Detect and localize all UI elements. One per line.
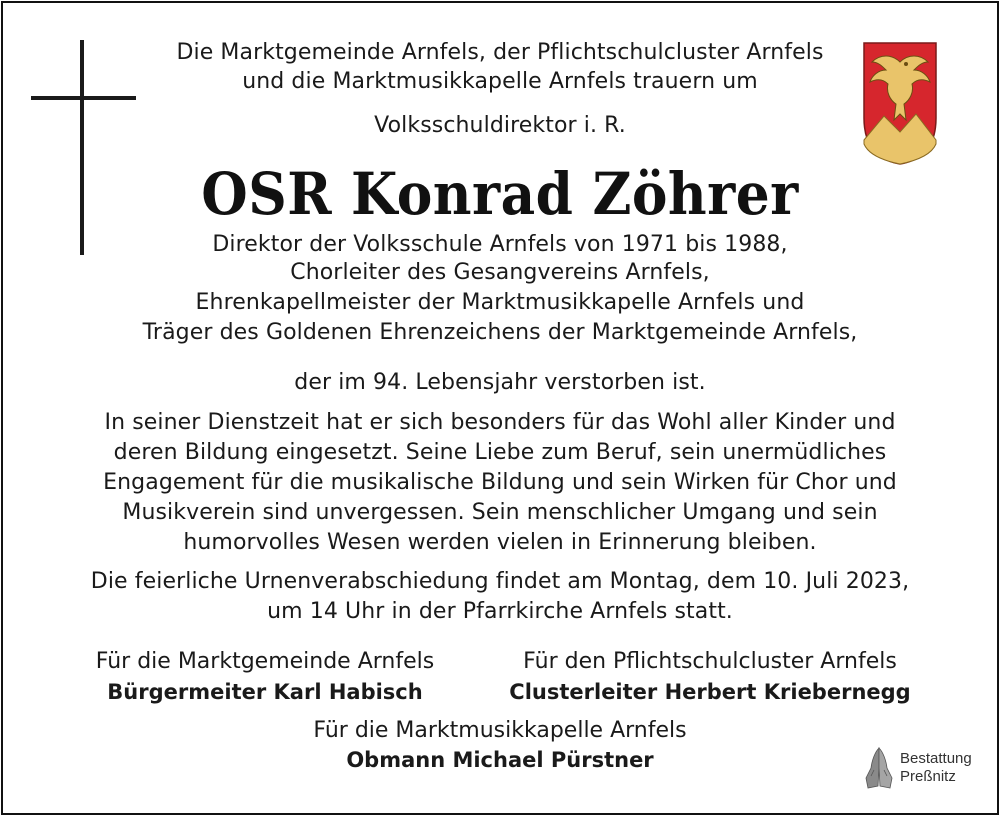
signature-person: Obmann Michael Pürstner: [346, 748, 654, 772]
cross-icon-bar: [31, 96, 136, 100]
tribute-line: deren Bildung eingesetzt. Seine Liebe zum Beruf, sein unermüdliches: [113, 440, 887, 465]
role-line: Träger des Goldenen Ehrenzeichens der Marktgemeinde Arnfels,: [142, 320, 858, 345]
title-line: Volksschuldirektor i. R.: [374, 113, 626, 138]
signature-person: Bürgermeiter Karl Habisch: [107, 680, 423, 704]
tribute-line: Engagement für die musikalische Bildung und sein Wirken für Chor und: [103, 470, 897, 495]
signature-org: Für den Pflichtschulcluster Arnfels: [523, 649, 897, 674]
signature-person: Clusterleiter Herbert Kriebernegg: [509, 680, 911, 704]
age-line: der im 94. Lebensjahr verstorben ist.: [294, 370, 706, 395]
ceremony-line: um 14 Uhr in der Pfarrkirche Arnfels statt.: [267, 599, 733, 624]
ceremony-line: Die feierliche Urnenverabschiedung findet am Montag, dem 10. Juli 2023,: [90, 569, 910, 594]
praying-hands-icon: [862, 746, 896, 790]
intro-line: und die Marktmusikkapelle Arnfels trauern um: [242, 69, 758, 94]
tribute-line: humorvolles Wesen werden vielen in Erinnerung bleiben.: [183, 530, 817, 555]
tribute-line: In seiner Dienstzeit hat er sich besonders für das Wohl aller Kinder und: [104, 410, 896, 435]
tribute-line: Musikverein sind unvergessen. Sein menschlicher Umgang und sein: [122, 500, 878, 525]
deceased-name: OSR Konrad Zöhrer: [201, 160, 799, 228]
role-line: Chorleiter des Gesangvereins Arnfels,: [290, 260, 710, 285]
role-line: Direktor der Volksschule Arnfels von 1971 bis 1988,: [212, 232, 788, 257]
signature-org: Für die Marktgemeinde Arnfels: [95, 649, 435, 674]
funeral-home-logo: [862, 744, 982, 794]
cross-icon: [80, 40, 84, 255]
funeral-home-name: Bestattung: [900, 750, 972, 767]
signature-org: Für die Marktmusikkapelle Arnfels: [313, 718, 687, 743]
intro-line: Die Marktgemeinde Arnfels, der Pflichtschulcluster Arnfels: [176, 40, 824, 65]
funeral-home-name: Preßnitz: [900, 768, 956, 785]
role-line: Ehrenkapellmeister der Marktmusikkapelle Arnfels und: [195, 290, 805, 315]
